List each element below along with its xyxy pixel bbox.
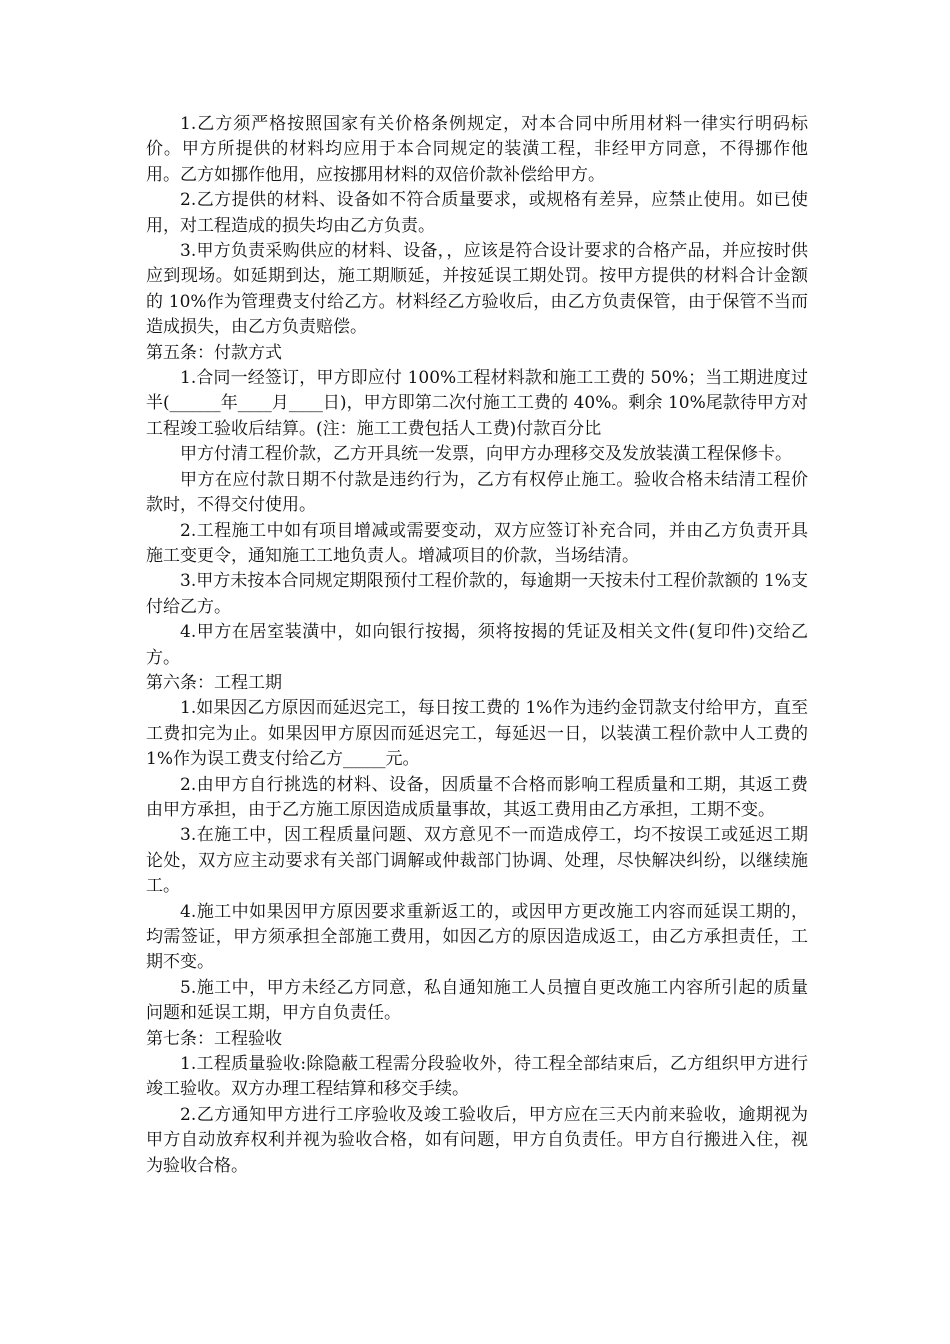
paragraph-payment-3: 甲方在应付款日期不付款是违约行为，乙方有权停止施工。验收合格未结清工程价款时，不得交付使用。 [146,469,808,516]
paragraph-schedule-2: 2.由甲方自行挑选的材料、设备，因质量不合格而影响工程质量和工期，其返工费由甲方承担，由于乙方施工原因造成质量事故，其返工费用由乙方承担，工期不变。 [146,774,808,820]
paragraph-materials-1: 1.乙方须严格按照国家有关价格条例规定，对本合同中所用材料一律实行明码标价。甲方所提供的材料均应用于本合同规定的装潢工程，非经甲方同意，不得挪作他用。乙方如挪作他用，应按挪用材料的双倍价款补偿给甲方。 [146,114,808,185]
paragraph-acceptance-2: 2.乙方通知甲方进行工序验收及竣工验收后，甲方应在三天内前来验收，逾期视为甲方自动放弃权利并视为验收合格，如有问题，甲方自负责任。甲方自行搬进入住，视为验收合格。 [146,1104,808,1176]
paragraph-acceptance-1: 1.工程质量验收:除隐蔽工程需分段验收外，待工程全部结束后，乙方组织甲方进行竣工验收。双方办理工程结算和移交手续。 [146,1054,808,1100]
paragraph-schedule-5: 5.施工中，甲方未经乙方同意，私自通知施工人员擅自更改施工内容所引起的质量问题和延误工期，甲方自负责任。 [146,977,808,1024]
paragraph-payment-1: 1.合同一经签订，甲方即应付 100%工程材料款和施工工费的 50%；当工期进度过半(______年____月____日)，甲方即第二次付施工工费的 40%。剩余 10%尾款待甲方对工程竣工验收后结算。(注：施工工费包括人工费)付款百分比 [146,368,808,439]
paragraph-payment-4: 2.工程施工中如有项目增减或需要变动，双方应签订补充合同，并由乙方负责开具施工变更令，通知施工工地负责人。增减项目的价款，当场结清。 [146,520,808,566]
paragraph-materials-3: 3.甲方负责采购供应的材料、设备，，应该是符合设计要求的合格产品，并应按时供应到现场。如延期到达，施工期顺延，并按延误工期处罚。按甲方提供的材料合计金额的 10%作为管理费支付给乙方。材料经乙方验收后，由乙方负责保管，由于保管不当而造成损失，由乙方负责赔偿。 [146,241,808,338]
paragraph-payment-6: 4.甲方在居室装潢中，如向银行按揭，须将按揭的凭证及相关文件(复印件)交给乙方。 [146,622,808,668]
section-heading-acceptance: 第七条：工程验收 [146,1028,282,1049]
paragraph-payment-2: 甲方付清工程价款，乙方开具统一发票，向甲方办理移交及发放装潢工程保修卡。 [180,444,792,465]
section-heading-schedule: 第六条：工程工期 [146,672,282,693]
paragraph-materials-2: 2.乙方提供的材料、设备如不符合质量要求，或规格有差异，应禁止使用。如已使用，对工程造成的损失均由乙方负责。 [146,190,808,236]
section-heading-payment: 第五条：付款方式 [146,342,282,363]
paragraph-payment-5: 3.甲方未按本合同规定期限预付工程价款的，每逾期一天按未付工程价款额的 1%支付给乙方。 [146,571,808,617]
document-page [146,112,808,1179]
paragraph-schedule-3: 3.在施工中，因工程质量问题、双方意见不一而造成停工，均不按误工或延迟工期论处，双方应主动要求有关部门调解或仲裁部门协调、处理，尽快解决纠纷，以继续施工。 [146,825,808,897]
paragraph-schedule-4: 4.施工中如果因甲方原因要求重新返工的，或因甲方更改施工内容而延误工期的，均需签证，甲方须承担全部施工费用，如因乙方的原因造成返工，由乙方承担责任，工期不变。 [146,901,808,973]
paragraph-schedule-1: 1.如果因乙方原因而延迟完工，每日按工费的 1%作为违约金罚款支付给甲方，直至工费扣完为止。如果因甲方原因而延迟完工，每延迟一日，以装潢工程价款中人工费的 1%作为误工费支付给乙方_____元。 [146,698,808,770]
